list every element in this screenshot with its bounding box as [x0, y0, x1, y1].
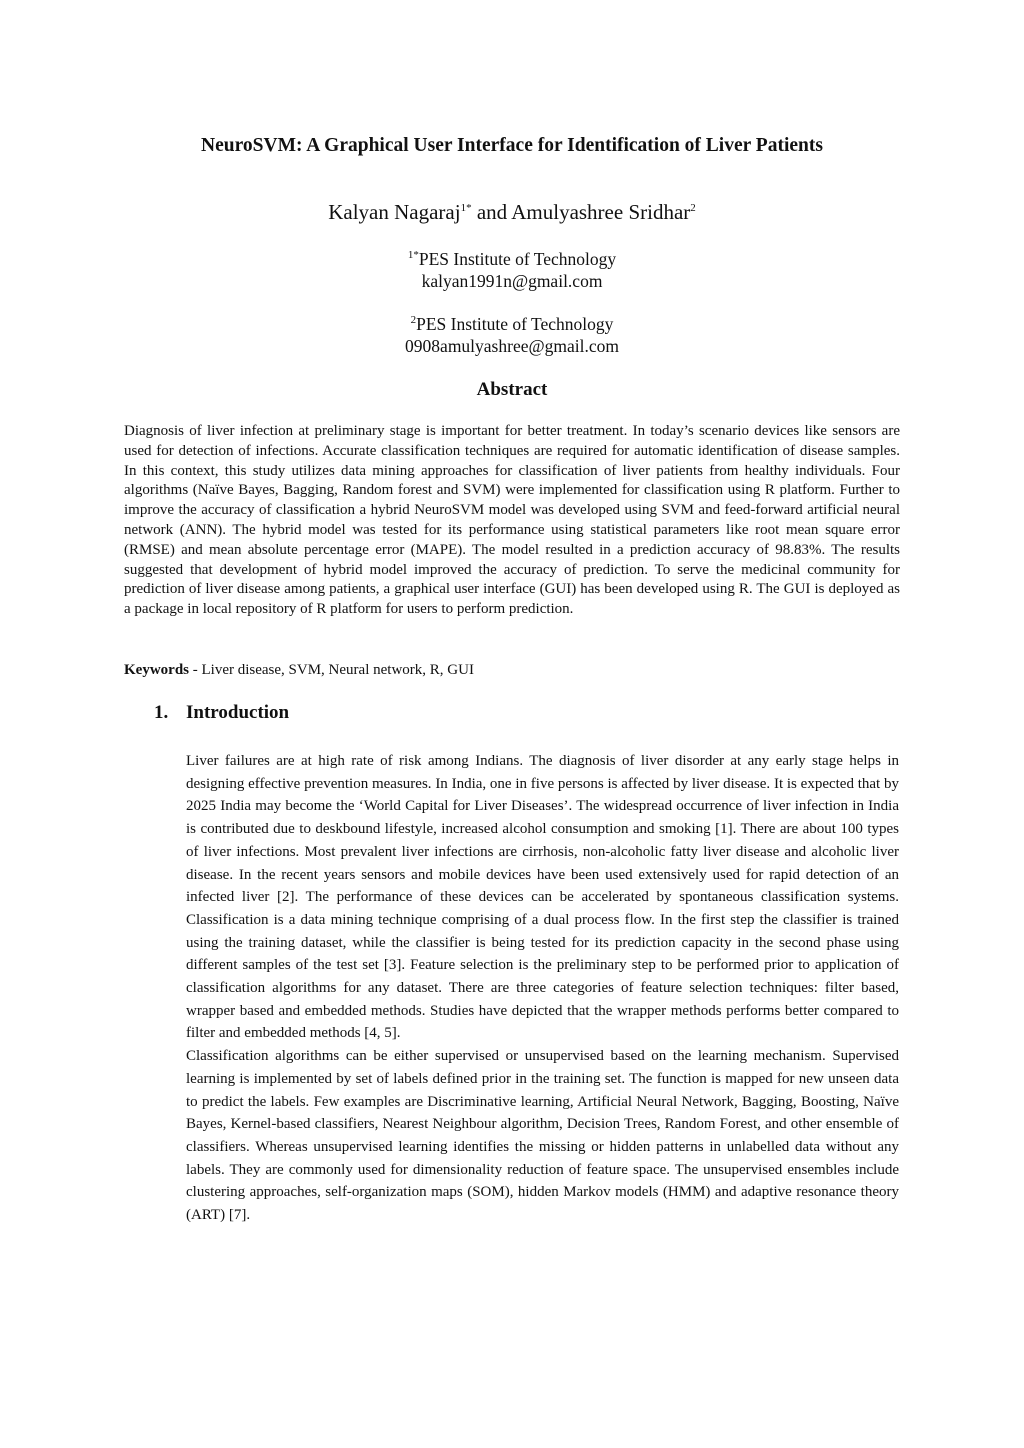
section-heading-introduction — [154, 700, 289, 726]
affiliation-1-institution: PES Institute of Technology — [418, 249, 617, 269]
abstract-text: Diagnosis of liver infection at preliminary stage is important for better treatment. In today’s scenario devices like sensors are used for detection of infections. Accurate classification techniques are required for automatic identification of disease samples. In this context, this study utilizes data mining approaches for classification of liver patients from healthy individuals. Four algorithms (Naïve Bayes, Bagging, Random forest and SVM) were implemented for classification using R platform. Further to improve the accuracy of classification a hybrid NeuroSVM model was developed using SVM and feed-forward artificial neural network (ANN). The hybrid model was tested for its performance using statistical parameters like root mean square error (RMSE) and mean absolute percentage error (MAPE). The model resulted in a prediction accuracy of 98.83%. The results suggested that development of hybrid model improved the accuracy of prediction. To serve the medicinal community for prediction of liver disease among patients, a graphical user interface (GUI) has been developed using R. The GUI is deployed as a package in local repository of R platform for users to perform prediction. — [124, 423, 900, 618]
affiliation-1 — [0, 248, 1024, 292]
abstract-heading: Abstract — [476, 379, 548, 400]
affiliation-2 — [0, 313, 1024, 357]
section-number: 1. — [154, 702, 169, 723]
affiliation-2-institution: PES Institute of Technology — [416, 314, 614, 334]
intro-paragraph-1: Liver failures are at high rate of risk among Indians. The diagnosis of liver disorder at any early stage helps in designing effective prevention measures. In India, one in five persons is affected by liver disease. It is expected that by 2025 India may become the ‘World Capital for Liver Diseases’. The widespread occurrence of liver infection in India is contributed due to deskbound lifestyle, increased alcohol consumption and smoking [1]. There are about 100 types of liver infections. Most prevalent liver infections are cirrhosis, non-alcoholic fatty liver disease and alcoholic liver disease. In the recent years sensors and mobile devices have been used extensively used for rapid detection of an infected liver [2]. The performance of these devices can be accelerated by spontaneous classification systems. Classification is a data mining technique comprising of a dual process flow. In the first step the classifier is trained using the training dataset, while the classifier is being tested for its prediction capacity in the second phase using different samples of the test set [3]. Feature selection is the preliminary step to be performed prior to application of classification algorithms for any dataset. There are three categories of feature selection techniques: filter based, wrapper based and embedded methods. Studies have depicted that the wrapper methods performs better compared to filter and embedded methods [4, 5]. — [186, 753, 899, 1042]
author-1-name: Kalyan Nagaraj — [328, 200, 461, 224]
author-2-name: Amulyashree Sridhar — [511, 200, 691, 224]
affiliation-1-marker: 1* — [407, 249, 419, 262]
paper-title: NeuroSVM: A Graphical User Interface for Identification of Liver Patients — [201, 135, 823, 156]
affiliation-2-email: 0908amulyashree@gmail.com — [405, 336, 619, 356]
author-conjunction: and — [471, 200, 512, 224]
introduction-body — [186, 750, 899, 1227]
keywords-text: - Liver disease, SVM, Neural network, R, GUI — [189, 662, 474, 678]
keywords-label: Keywords — [124, 662, 189, 678]
affiliation-2-marker: 2 — [410, 314, 417, 327]
intro-paragraph-2: Classification algorithms can be either supervised or unsupervised based on the learning mechanism. Supervised learning is implemented by set of labels defined prior in the training set. The function is mapped for new unseen data to predict the labels. Few examples are Discriminative learning, Artificial Neural Network, Bagging, Boosting, Naïve Bayes, Kernel-based classifiers, Nearest Neighbour algorithm, Decision Trees, Random Forest, and other ensemble of classifiers. Whereas unsupervised learning identifies the missing or hidden patterns in unlabelled data without any labels. They are commonly used for dimensionality reduction of feature space. The unsupervised ensembles include clustering approaches, self-organization maps (SOM), hidden Markov models (HMM) and adaptive resonance theory (ART) [7]. — [186, 1048, 899, 1224]
affiliation-1-email: kalyan1991n@gmail.com — [421, 271, 603, 291]
section-title: Introduction — [186, 702, 290, 723]
author-line — [0, 197, 1024, 227]
keywords-line — [124, 660, 900, 680]
author-1-affil-marker: 1* — [460, 202, 472, 214]
author-2-affil-marker: 2 — [690, 202, 696, 214]
